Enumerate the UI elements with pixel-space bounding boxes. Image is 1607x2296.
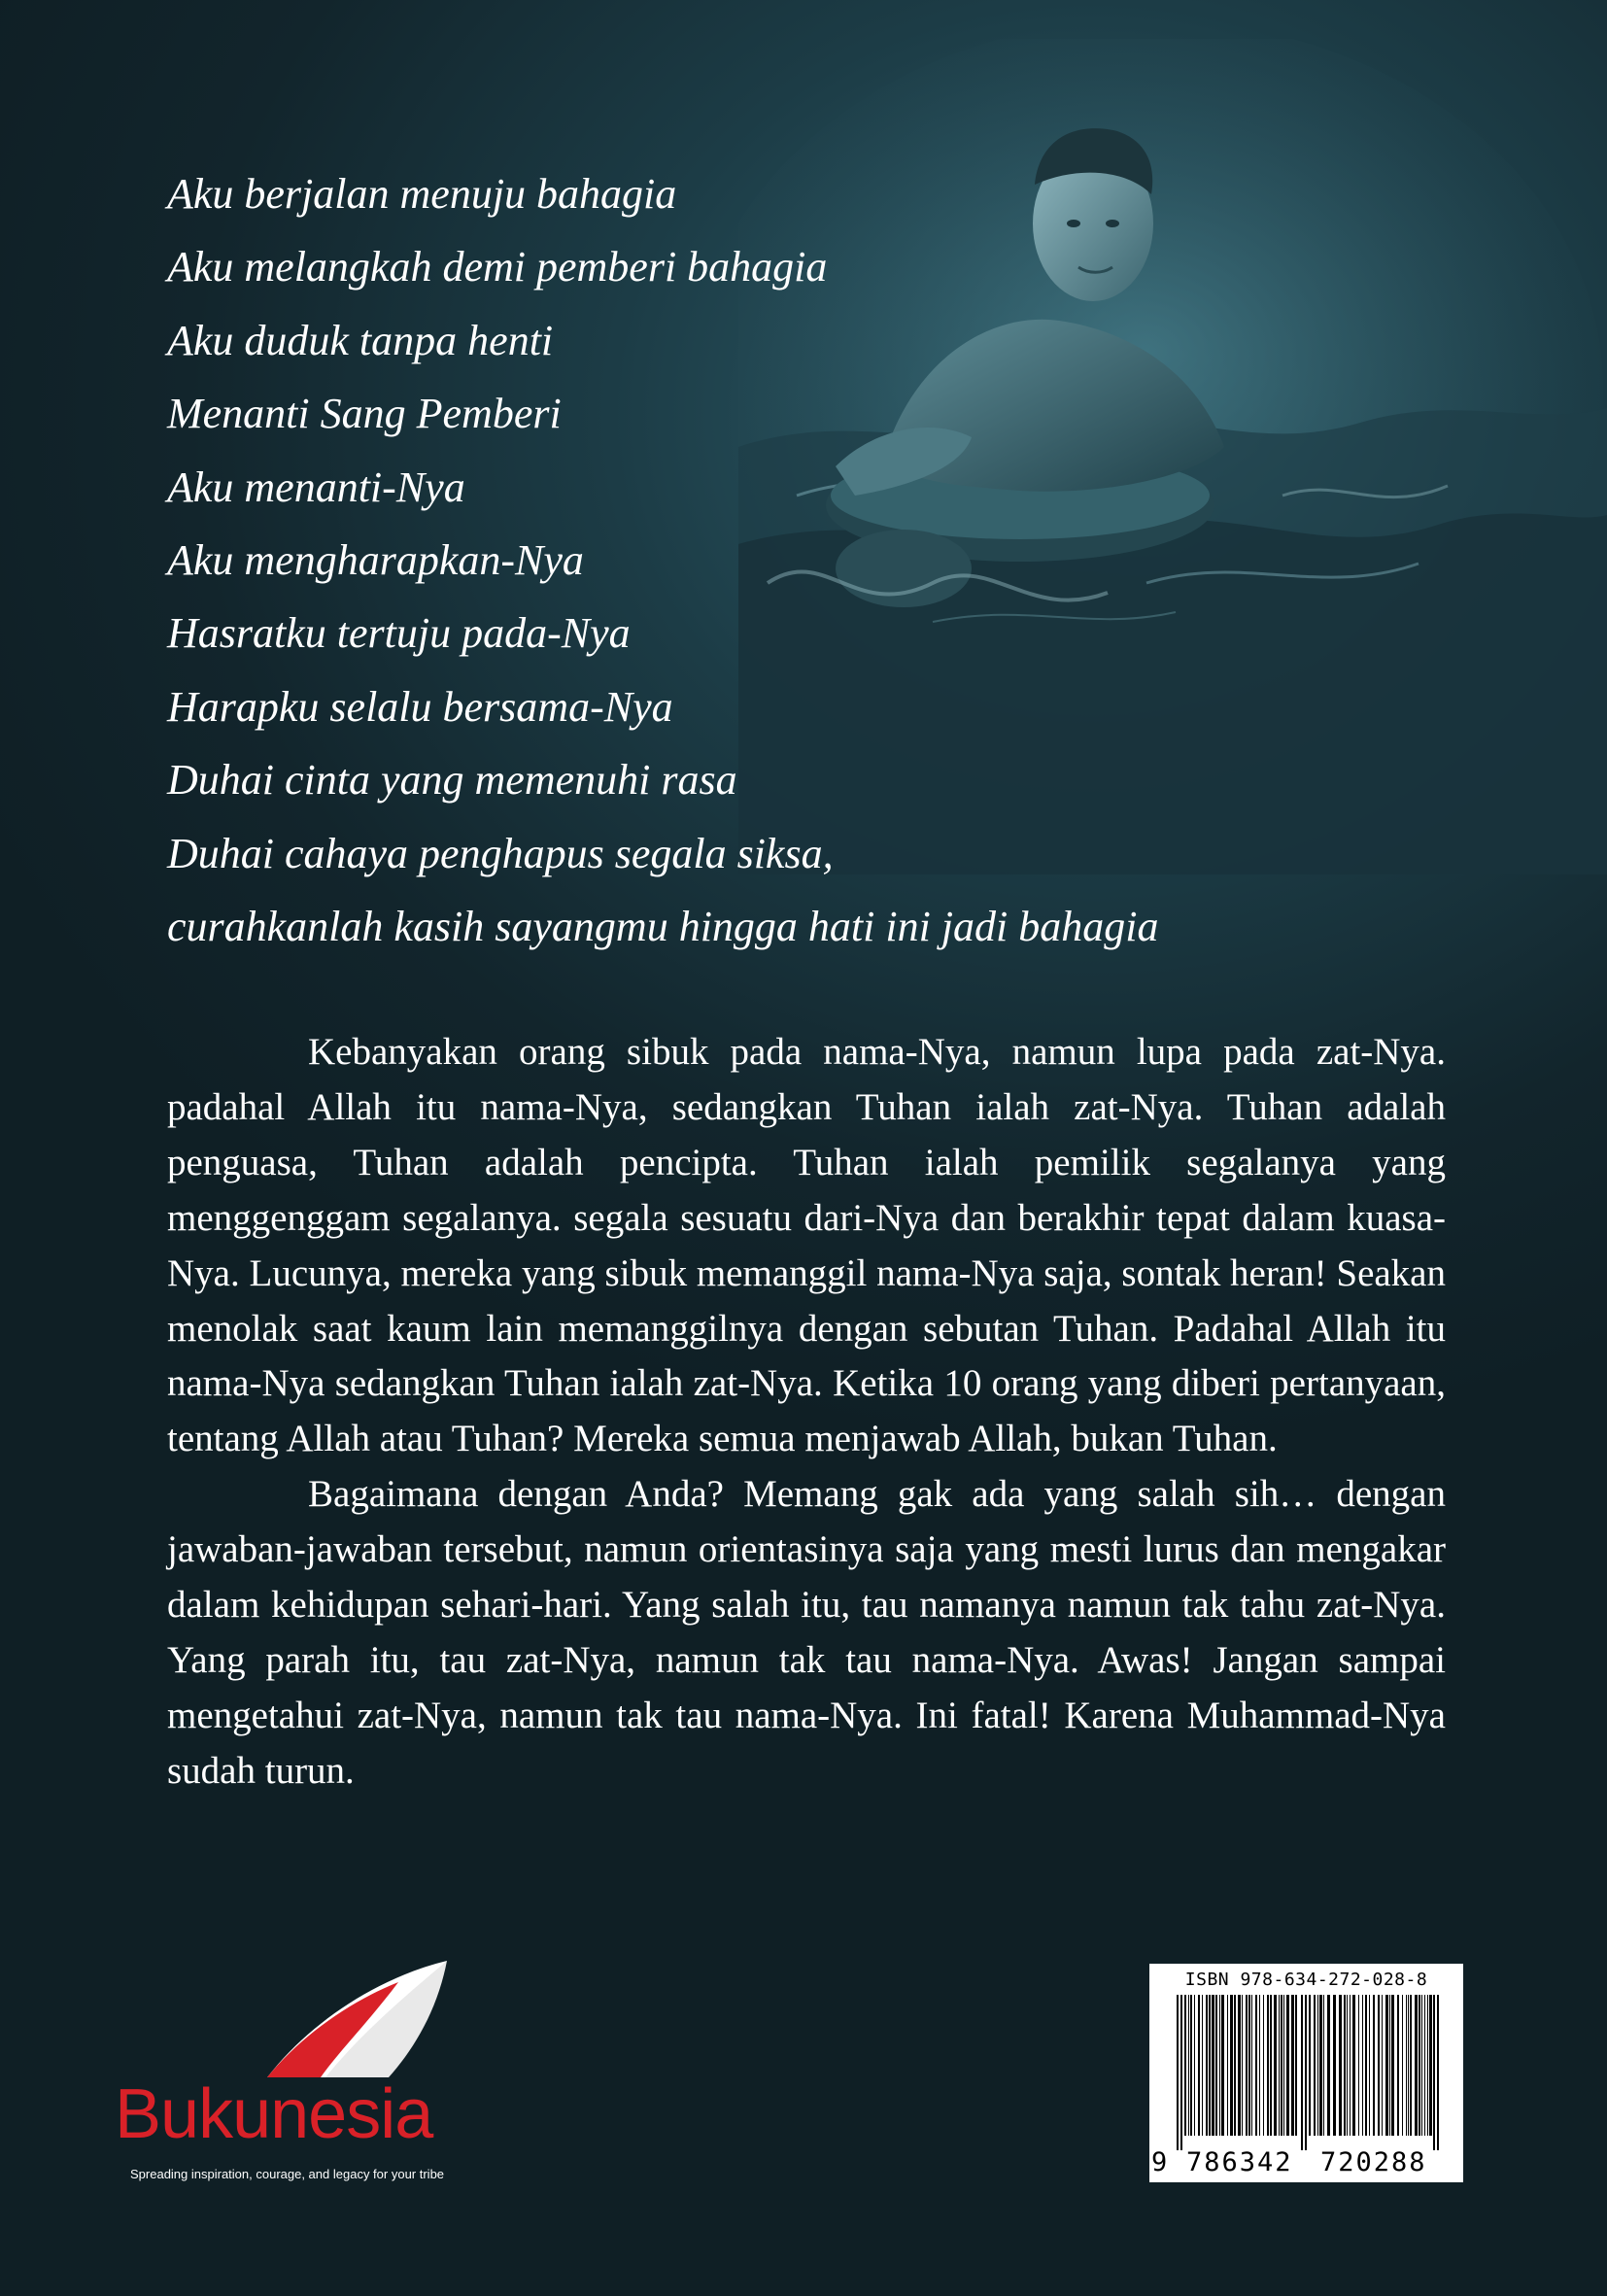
synopsis (167, 1025, 1446, 1799)
poem (167, 157, 1430, 963)
publisher-tagline: Spreading inspiration, courage, and legacy for your tribe (130, 2167, 445, 2181)
barcode-right-digits: 720288 (1320, 2147, 1427, 2177)
isbn-label: ISBN 978-634-272-028-8 (1184, 1970, 1428, 1990)
poem-line: Aku menanti-Nya (167, 463, 465, 511)
poem-line: Duhai cinta yang memenuhi rasa (167, 756, 737, 805)
synopsis-paragraph: Kebanyakan orang sibuk pada nama-Nya, namun lupa pada zat-Nya. padahal Allah itu nama-Nya, sedangkan Tuhan ialah zat-Nya. Tuhan adalah penguasa, Tuhan adalah pencipta. Tuhan ialah pemilik segalanya yang menggenggam segalanya. segala sesuatu dari-Nya dan berakhir tepat dalam kuasa-Nya. Lucunya, mereka yang sibuk memanggil nama-Nya saja, sontak heran! Seakan menolak saat kaum lain memanggilnya dengan sebutan Tuhan. Padahal Allah itu nama-Nya sedangkan Tuhan ialah zat-Nya. Ketika 10 orang yang diberi pertanyaan, tentang Allah atau Tuhan? Mereka semua menjawab Allah, bukan Tuhan. (167, 1031, 1446, 1460)
isbn-barcode (1149, 1964, 1463, 2182)
barcode-first-digit: 9 (1151, 2147, 1168, 2177)
poem-line: Aku berjalan menuju bahagia (167, 170, 677, 218)
synopsis-paragraph: Bagaimana dengan Anda? Memang gak ada yang salah sih… dengan jawaban-jawaban tersebut, namun orientasinya saja yang mesti lurus dan mengakar dalam kehidupan sehari-hari. Yang salah itu, tau namanya namun tak tahu zat-Nya. Yang parah itu, tau zat-Nya, namun tak tau nama-Nya. Awas! Jangan sampai mengetahui zat-Nya, namun tak tau nama-Nya. Ini fatal! Karena Muhammad-Nya sudah turun. (167, 1473, 1446, 1792)
poem-line: Aku mengharapkan-Nya (167, 535, 584, 584)
poem-line: Aku melangkah demi pemberi bahagia (167, 243, 828, 291)
barcode-left-digits: 786342 (1186, 2147, 1293, 2177)
poem-line: Duhai cahaya penghapus segala siksa, (167, 829, 834, 877)
poem-line: Menanti Sang Pemberi (167, 390, 562, 438)
barcode-bars (1163, 1995, 1450, 2150)
poem-line: Aku duduk tanpa henti (167, 316, 554, 364)
poem-line: Harapku selalu bersama-Nya (167, 682, 673, 731)
publisher-name: Bukunesia (115, 2075, 433, 2153)
poem-line: curahkanlah kasih sayangmu hingga hati ini jadi bahagia (167, 902, 1159, 950)
publisher-logo (107, 1953, 515, 2196)
poem-line: Hasratku tertuju pada-Nya (167, 609, 631, 658)
red-swoosh-sail-icon (243, 1953, 466, 2089)
